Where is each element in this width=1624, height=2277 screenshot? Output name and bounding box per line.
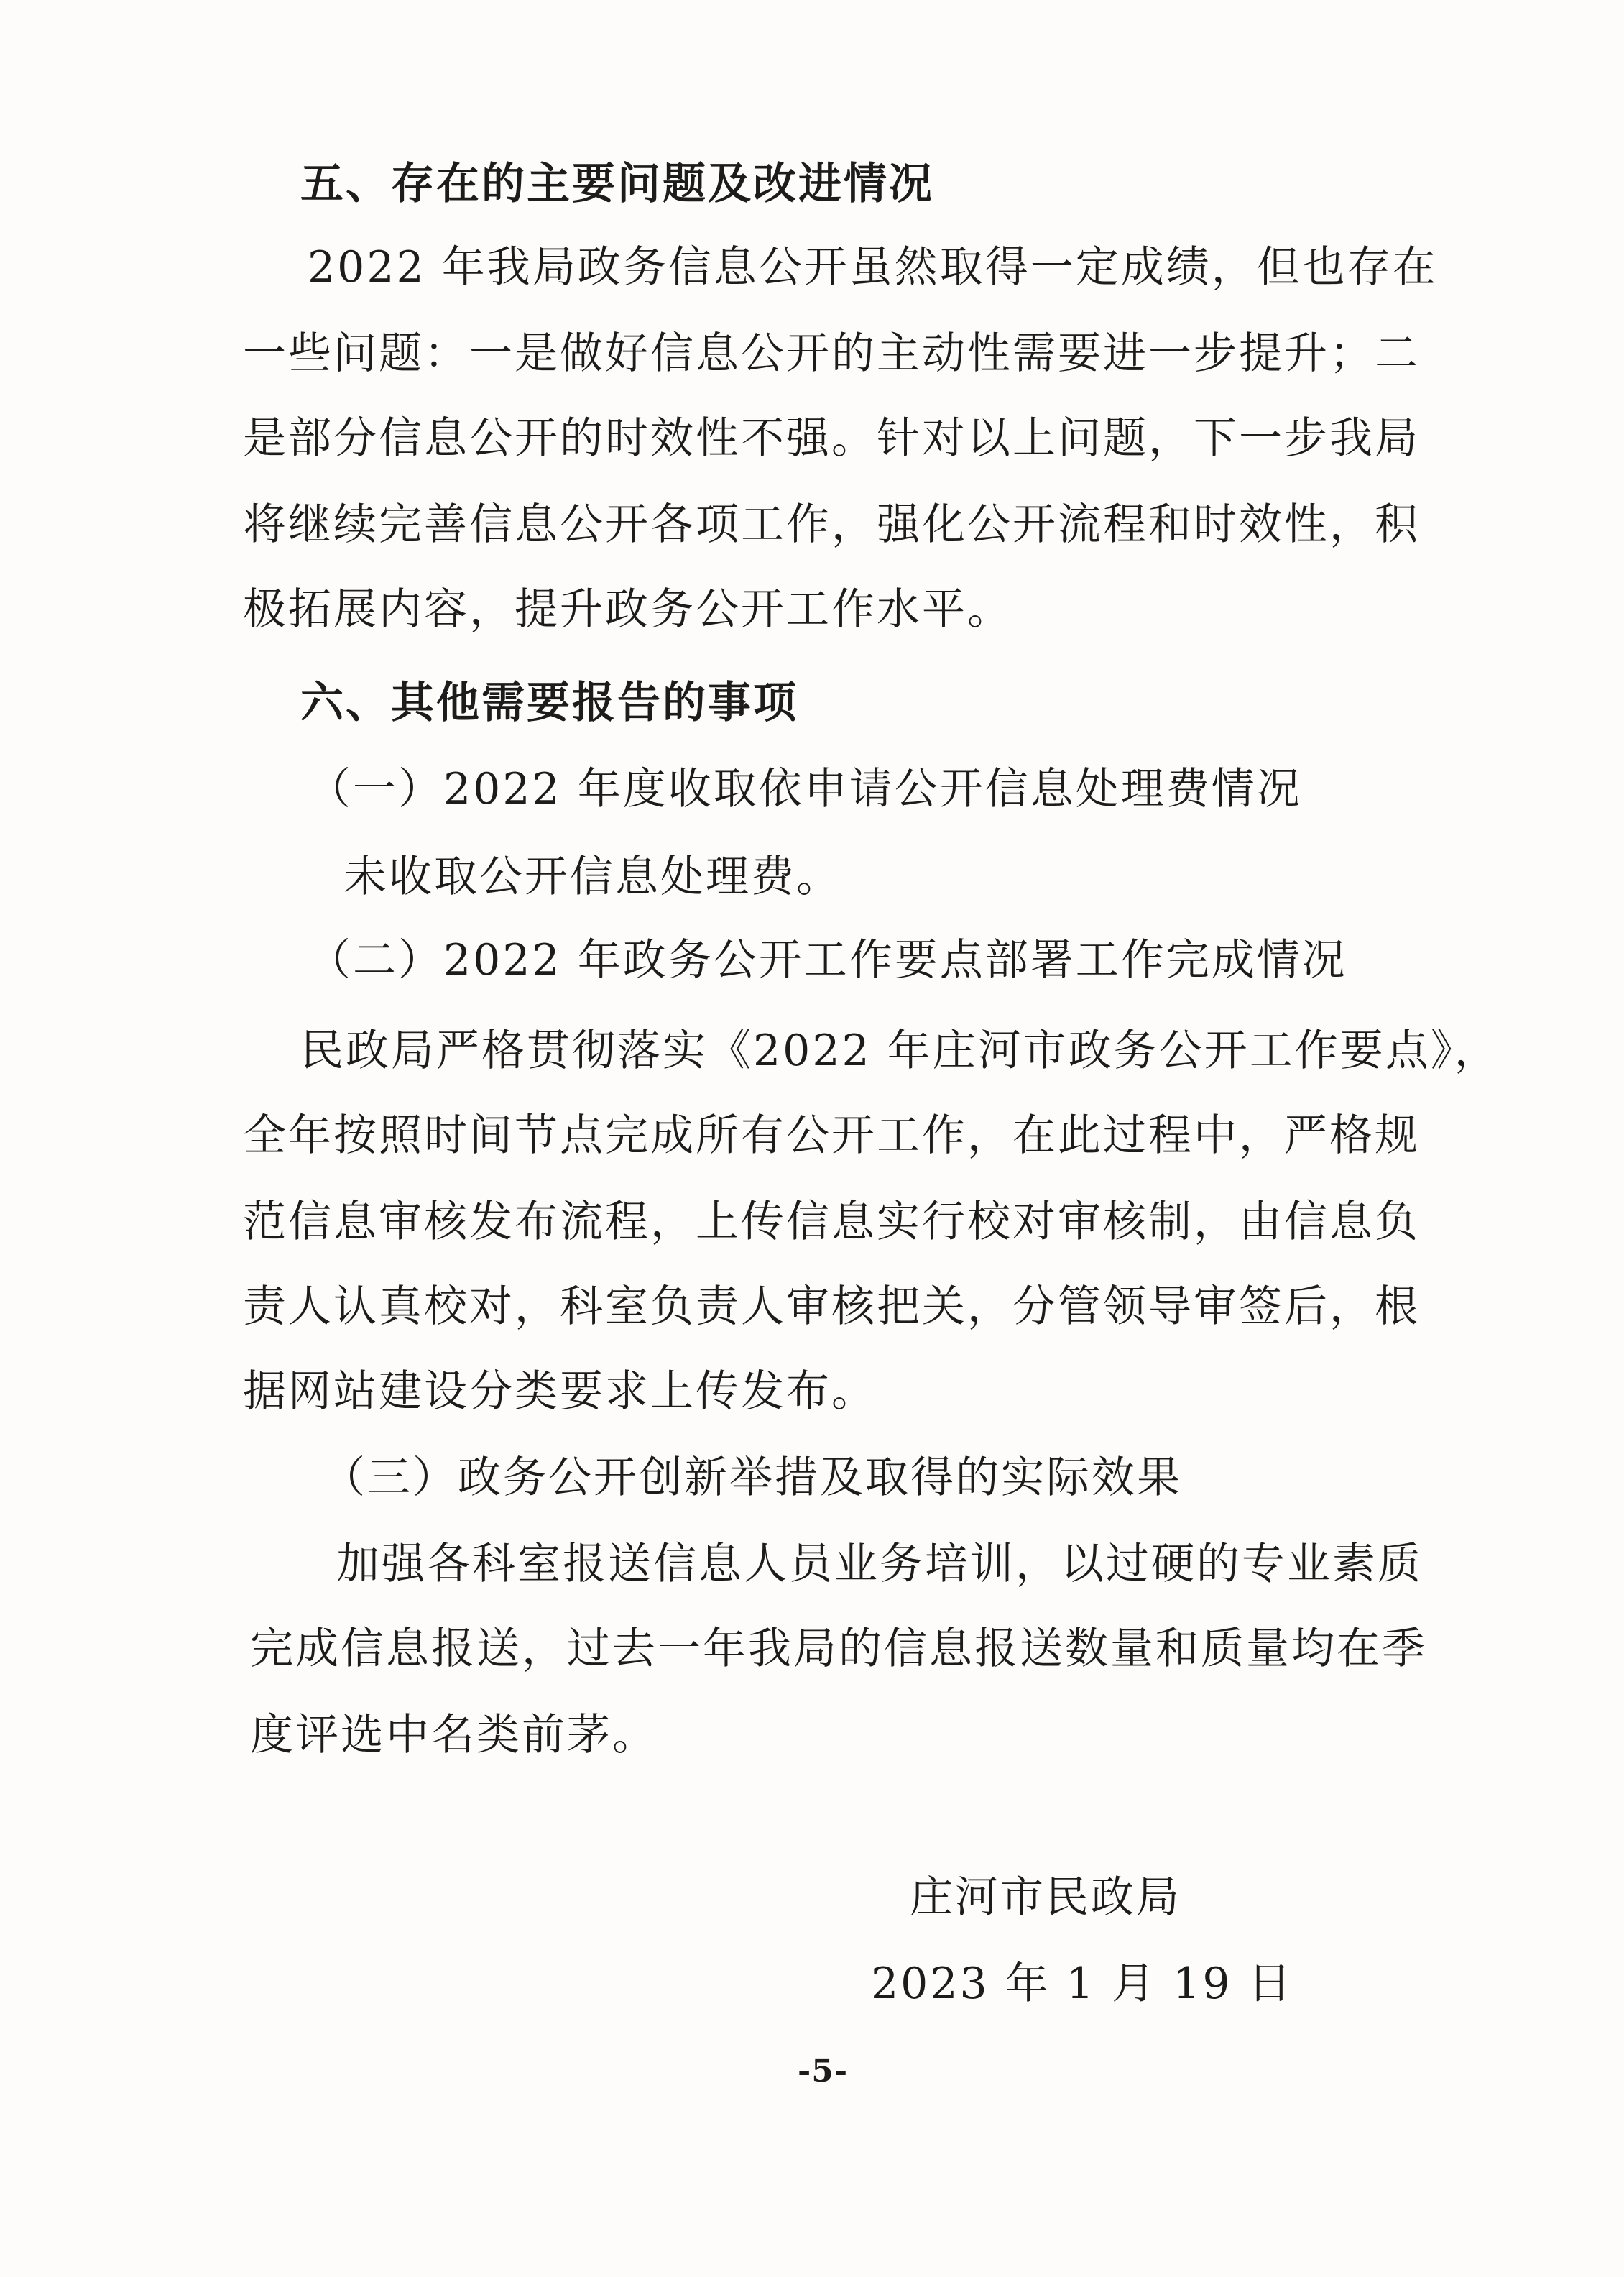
paragraph-line: 据网站建设分类要求上传发布。 [243, 1366, 877, 1417]
section-6-heading: 六、其他需要报告的事项 [300, 678, 798, 728]
paragraph-line: 极拓展内容，提升政务公开工作水平。 [243, 584, 1012, 635]
paragraph-line: 责人认真校对，科室负责人审核把关，分管领导审签后，根 [243, 1282, 1420, 1332]
paragraph-line: 是部分信息公开的时效性不强。针对以上问题，下一步我局 [243, 413, 1420, 464]
paragraph-line: 加强各科室报送信息人员业务培训，以过硬的专业素质 [336, 1539, 1423, 1589]
paragraph-line: 未收取公开信息处理费。 [343, 852, 841, 902]
subsection-2-title: （二）2022 年政务公开工作要点部署工作完成情况 [308, 935, 1347, 985]
paragraph-line: 范信息审核发布流程，上传信息实行校对审核制，由信息负 [243, 1197, 1420, 1247]
paragraph-line: 完成信息报送，过去一年我局的信息报送数量和质量均在季 [250, 1624, 1427, 1674]
paragraph-line: 将继续完善信息公开各项工作，强化公开流程和时效性，积 [243, 500, 1420, 550]
paragraph-line: 2022 年我局政务信息公开虽然取得一定成绩，但也存在 [308, 242, 1438, 293]
paragraph-line: 民政局严格贯彻落实《2022 年庄河市政务公开工作要点》， [300, 1026, 1500, 1076]
subsection-1-title: （一）2022 年度收取依申请公开信息处理费情况 [308, 764, 1302, 814]
paragraph-line: 度评选中名类前茅。 [250, 1710, 658, 1760]
page-number: -5- [798, 2053, 849, 2089]
paragraph-line: 一些问题：一是做好信息公开的主动性需要进一步提升；二 [243, 328, 1420, 379]
signature-date: 2023 年 1 月 19 日 [871, 1959, 1293, 2009]
paragraph-line: 全年按照时间节点完成所有公开工作，在此过程中，严格规 [243, 1110, 1420, 1161]
subsection-3-title: （三）政务公开创新举措及取得的实际效果 [322, 1453, 1182, 1503]
section-5-heading: 五、存在的主要问题及改进情况 [300, 159, 934, 209]
signature-org: 庄河市民政局 [910, 1872, 1181, 1923]
